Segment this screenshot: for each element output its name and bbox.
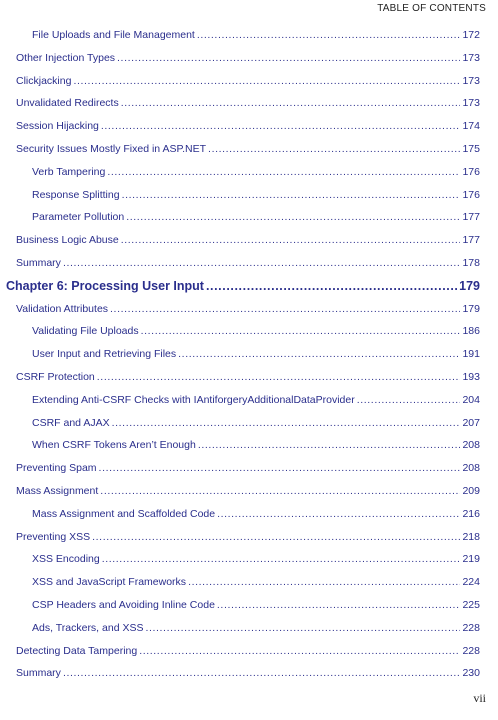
toc-entry-page: 218 xyxy=(462,530,480,543)
toc-entry-title: Response Splitting xyxy=(32,188,120,201)
toc-entry-title: Unvalidated Redirects xyxy=(16,97,119,110)
dot-leader xyxy=(117,51,460,65)
toc-entry-title: Extending Anti-CSRF Checks with IAntiforgeryAdditionalDataProvider xyxy=(32,393,355,406)
toc-entry[interactable] xyxy=(32,347,480,361)
toc-entry[interactable] xyxy=(32,28,480,42)
toc-entry-title: Mass Assignment xyxy=(16,485,99,497)
toc-entry[interactable] xyxy=(16,644,480,658)
toc-entry-page: 219 xyxy=(462,553,480,566)
toc-entry[interactable] xyxy=(16,484,480,498)
toc-entry-page: 176 xyxy=(462,165,480,178)
toc-entry-page: 176 xyxy=(462,188,480,201)
toc-entry-title: File Uploads and File Management xyxy=(32,29,195,41)
toc-entry-page: 216 xyxy=(462,507,480,520)
toc-entry-page: 228 xyxy=(462,644,480,657)
toc-entry-page: 177 xyxy=(462,211,480,224)
toc-entry-page: 191 xyxy=(462,348,480,361)
toc-entry-title: XSS Encoding xyxy=(32,553,100,566)
running-header: TABLE OF CONTENTS xyxy=(377,3,486,14)
toc-entry-title: Session Hijacking xyxy=(16,120,99,133)
dot-leader xyxy=(121,96,461,110)
dot-leader xyxy=(145,621,460,635)
toc-entry-title: Preventing XSS xyxy=(16,530,91,543)
toc-entry-page: 230 xyxy=(462,667,480,680)
toc-entry[interactable] xyxy=(32,165,480,179)
toc-entry-title: CSRF Protection xyxy=(16,371,95,383)
dot-leader xyxy=(206,278,457,294)
dot-leader xyxy=(208,142,460,156)
toc-entry[interactable] xyxy=(16,666,480,680)
dot-leader xyxy=(73,74,460,88)
toc-entry-page: 186 xyxy=(462,325,480,338)
toc-entry[interactable] xyxy=(32,507,480,521)
toc-entry-title: CSRF and AJAX xyxy=(32,416,110,429)
dot-leader xyxy=(178,347,460,361)
toc-entry-title: Other Injection Types xyxy=(16,51,116,64)
dot-leader xyxy=(92,530,460,544)
dot-leader xyxy=(126,210,460,224)
toc-entry-title: Detecting Data Tampering xyxy=(16,644,138,657)
toc-entry-page: 173 xyxy=(462,74,480,87)
toc-entry-page: 179 xyxy=(459,278,480,293)
toc-entry[interactable] xyxy=(16,51,480,65)
page-number: vii xyxy=(473,691,486,705)
toc-entry[interactable] xyxy=(16,74,480,88)
toc-entry-title: XSS and JavaScript Frameworks xyxy=(32,576,187,589)
toc-entry-page: 224 xyxy=(462,576,480,589)
toc-entry-page: 173 xyxy=(462,51,480,64)
toc-entry-title: Business Logic Abuse xyxy=(16,234,119,247)
toc-entry-title: Mass Assignment and Scaffolded Code xyxy=(32,507,216,520)
toc-entry-title: Validation Attributes xyxy=(16,302,109,315)
toc-entry-page: 177 xyxy=(462,234,480,247)
dot-leader xyxy=(110,302,460,316)
toc-entry-title: Preventing Spam xyxy=(16,462,97,475)
toc-entry-title: When CSRF Tokens Aren’t Enough xyxy=(32,439,196,452)
toc-entry-page: 174 xyxy=(462,120,480,133)
toc-entry[interactable] xyxy=(32,210,480,224)
toc-entry[interactable] xyxy=(16,256,480,270)
toc-entry[interactable] xyxy=(32,438,480,452)
toc-entry[interactable] xyxy=(16,142,480,156)
toc-entry-page: 204 xyxy=(462,393,480,406)
dot-leader xyxy=(63,256,461,270)
toc-entry[interactable] xyxy=(32,393,480,407)
toc-entry-page: 172 xyxy=(462,29,480,41)
dot-leader xyxy=(100,484,460,498)
toc-entry[interactable] xyxy=(16,233,480,247)
toc-entry-page: 208 xyxy=(462,462,480,475)
toc-entry-page: 209 xyxy=(462,485,480,497)
dot-leader xyxy=(217,507,460,521)
dot-leader xyxy=(63,666,461,680)
dot-leader xyxy=(198,438,461,452)
dot-leader xyxy=(217,598,461,612)
dot-leader xyxy=(107,165,460,179)
toc-entry-page: 225 xyxy=(462,599,480,611)
dot-leader xyxy=(99,461,461,475)
dot-leader xyxy=(141,324,461,338)
dot-leader xyxy=(122,188,461,202)
toc-entry-page: 208 xyxy=(462,439,480,452)
dot-leader xyxy=(102,552,461,566)
toc-entry-page: 193 xyxy=(462,371,480,383)
toc-chapter-entry[interactable] xyxy=(6,278,480,294)
toc-entry-title: Summary xyxy=(16,257,61,269)
dot-leader xyxy=(97,370,461,384)
toc-entry[interactable] xyxy=(32,416,480,430)
toc-entry-title: Chapter 6: Processing User Input xyxy=(6,278,204,293)
toc-entry[interactable] xyxy=(16,530,480,544)
toc-entry-title: Security Issues Mostly Fixed in ASP.NET xyxy=(16,143,207,155)
toc-entry-title: CSP Headers and Avoiding Inline Code xyxy=(32,599,215,611)
toc-entry-page: 178 xyxy=(462,257,480,269)
dot-leader xyxy=(101,119,461,133)
toc-entry-page: 175 xyxy=(462,143,480,155)
toc-entry[interactable] xyxy=(32,598,480,612)
toc-entry-page: 179 xyxy=(462,302,480,315)
toc-entry-title: Verb Tampering xyxy=(32,165,106,178)
toc-entry-title: Summary xyxy=(16,667,61,680)
toc-entry-title: Ads, Trackers, and XSS xyxy=(32,621,144,634)
dot-leader xyxy=(112,416,461,430)
toc-entry-page: 207 xyxy=(462,416,480,429)
dot-leader xyxy=(188,575,460,589)
toc-entry[interactable] xyxy=(16,370,480,384)
toc-entry-page: 228 xyxy=(462,621,480,634)
toc-entry-title: Validating File Uploads xyxy=(32,325,139,338)
dot-leader xyxy=(121,233,461,247)
toc-entry-page: 173 xyxy=(462,97,480,110)
toc-entry[interactable] xyxy=(16,461,480,475)
toc-entry-title: Parameter Pollution xyxy=(32,211,125,224)
toc-entry-title: User Input and Retrieving Files xyxy=(32,348,177,361)
toc-entry[interactable] xyxy=(32,552,480,566)
toc-entry[interactable] xyxy=(16,96,480,110)
toc-entry-title: Clickjacking xyxy=(16,74,72,87)
toc-entry[interactable] xyxy=(32,188,480,202)
toc-entry[interactable] xyxy=(16,302,480,316)
toc-entry[interactable] xyxy=(32,324,480,338)
toc-entry[interactable] xyxy=(16,119,480,133)
toc-entry[interactable] xyxy=(32,575,480,589)
dot-leader xyxy=(197,28,461,42)
dot-leader xyxy=(357,393,461,407)
dot-leader xyxy=(139,644,460,658)
toc-entry[interactable] xyxy=(32,621,480,635)
